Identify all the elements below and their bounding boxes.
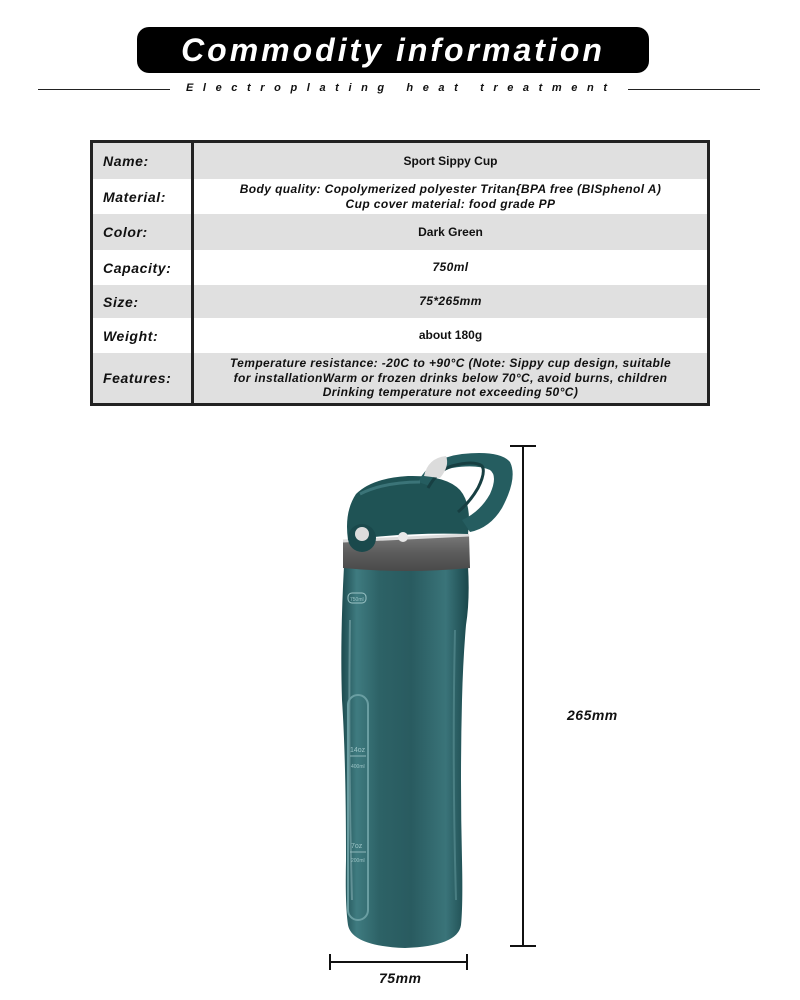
spec-label-weight: Weight:	[93, 318, 194, 353]
spec-label-color: Color:	[93, 214, 194, 250]
lid-latch	[398, 532, 408, 542]
spec-value-size: 75*265mm	[419, 294, 482, 309]
page-title: Commodity information	[137, 27, 649, 73]
height-label: 265mm	[567, 707, 618, 723]
spec-label-capacity: Capacity:	[93, 250, 194, 285]
lid-button-inner	[355, 527, 369, 541]
spec-label-size: Size:	[93, 285, 194, 318]
height-dimension	[510, 446, 536, 946]
spec-label-material: Material:	[93, 179, 194, 214]
spec-value-material: Body quality: Copolymerized polyester Tritan{BPA free (BISphenol A) Cup cover material: food grade PP	[239, 182, 662, 211]
spec-value-color: Dark Green	[418, 224, 483, 239]
spec-value-name: Sport Sippy Cup	[403, 153, 498, 168]
width-dimension	[330, 954, 467, 970]
spec-value-weight: about 180g	[418, 328, 483, 343]
mark-200ml: 200ml	[351, 858, 365, 864]
spec-label-features: Features:	[93, 353, 194, 403]
spec-value-features: Temperature resistance: -20C to +90°C (Note: Sippy cup design, suitable for installationWarm or frozen drinks below 70°C, avoid burns, children Drinking temperature not exceeding 50°C)	[229, 356, 672, 400]
spec-value-capacity: 750ml	[432, 260, 469, 275]
page-subtitle: Electroplating heat treatment	[186, 82, 617, 94]
bottle-body	[341, 566, 468, 948]
spec-label-name: Name:	[93, 143, 194, 179]
width-label: 75mm	[379, 970, 422, 986]
mark-14oz: 14oz	[350, 747, 366, 754]
mark-7oz: 7oz	[351, 843, 363, 850]
straw-spout	[424, 456, 447, 478]
capacity-badge-text: 750ml	[350, 597, 364, 603]
mark-400ml: 400ml	[351, 764, 365, 770]
bottle-illustration	[341, 453, 512, 948]
